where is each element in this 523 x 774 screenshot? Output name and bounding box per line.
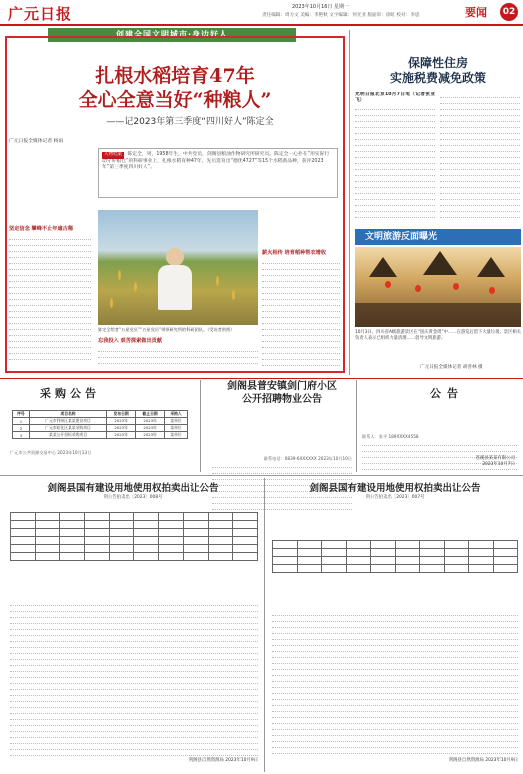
right-article-lead: 光明日报北京10月7日电（记者张亚飞） (355, 92, 435, 103)
photo-credit: 广元日报全媒体记者 胡善林 摄 (420, 365, 483, 370)
cell: 2023年 (107, 432, 136, 439)
lead-body-col-3 (262, 210, 340, 370)
cell: 2023年 (136, 418, 165, 425)
land-auction-body-left (10, 600, 258, 756)
page-number-badge: 02 (500, 3, 518, 21)
right-headline-line-1: 保障性住房 (407, 56, 468, 70)
announcement-contact: 联系人：张平 189XXXX4558 (362, 434, 419, 439)
procurement-footer: 广元市公共资源交易中心 2023年10月13日 (10, 450, 92, 455)
cell: 1 (13, 418, 30, 425)
recruit-title-line-2: 公开招聘物业公告 (242, 394, 322, 405)
body-text-line (98, 364, 258, 366)
right-article-col-2 (440, 92, 520, 220)
body-text-line (355, 218, 435, 220)
table-header-row (13, 411, 188, 418)
body-text-line (272, 748, 518, 754)
tourism-photo-caption: 10月3日，四川省A级旅游景区在“国庆黄金周”中……在游览后留下大量垃圾；景区相关负责人表示已组织力量清理……倡导文明旅游。 (355, 330, 521, 341)
body-text-line (440, 212, 520, 218)
cell: 3 (13, 432, 30, 439)
col-header: 截止日期 (136, 411, 165, 418)
land-auction-body-right (272, 610, 518, 756)
body-text-line (10, 750, 258, 756)
column-divider (200, 380, 201, 472)
land-sign-left: 剑阁县自然资源局 2023年10月9日 (188, 758, 258, 763)
headline-line-2: 全心全意当好“种粮人” (78, 89, 272, 111)
farmer-figure (152, 248, 198, 318)
cell: 某某公开招标采购项目 (29, 432, 106, 439)
land-auction-number-right: 剑公告拍卖出〔2023〕007号 (365, 495, 425, 500)
announcement-org: 苍溪县某某有限公司 (475, 456, 515, 461)
lead-photo-farmer-in-rice-field (98, 210, 258, 325)
land-sign-right: 剑阁县自然资源局 2023年10月9日 (448, 758, 518, 763)
col-header: 序号 (13, 411, 30, 418)
cell: 2023年 (136, 425, 165, 432)
procurement-title: 采购公告 (40, 387, 100, 400)
recruit-footer: 联系电话：0839-6XXXXXX 2023年10月10日 (263, 456, 352, 461)
byline: 广元日报全媒体记者 杨雨 (9, 139, 64, 144)
body-text-line (262, 366, 340, 370)
cell: 2 (13, 425, 30, 432)
lead-photo-caption: 陈定全给者“五星党员”“五星党员”带领研究所的科研团队。（受访者供图） (98, 327, 235, 332)
land-table-left (10, 512, 258, 561)
announcement-title: 公告 (430, 387, 464, 400)
section-divider (0, 378, 523, 379)
lead-body-col-1 (9, 156, 91, 364)
body-text-line (9, 360, 91, 364)
lead-body-col-2 (98, 336, 258, 366)
right-headline-line-2: 实施税费减免政策 (389, 71, 486, 85)
right-article-col-1 (355, 92, 435, 220)
newspaper-logo: 广元日报 (8, 5, 73, 23)
section-divider (0, 475, 523, 476)
subtitle-3: 薪火相传 培育稻种帮农增收 (262, 250, 327, 256)
editor-note-box (98, 148, 338, 198)
editors-line: 责任编辑：周方文 美编：李艳秋 文字编辑：何光亚 版面审：徐虹 校对：李思 (262, 13, 420, 18)
headline-line-1: 扎根水稻培育47年 (95, 65, 255, 87)
col-header: 项目名称 (29, 411, 106, 418)
column-divider (356, 380, 357, 472)
civilized-tourism-bar: 文明旅游反面曝光 (355, 229, 521, 245)
land-auction-title-right: 剑阁县国有建设用地使用权拍卖出让公告 (309, 483, 481, 494)
subtitle-1: 坚定信念 攀峰不止年逾古稀 (9, 226, 74, 232)
editor-note-tag: 人物档案 (104, 152, 122, 157)
cell: 2023年 (107, 425, 136, 432)
subtitle-2: 忘我投入 艰苦探索做出贡献 (98, 338, 163, 344)
cell: 2023年 (136, 432, 165, 439)
land-table-right (272, 540, 518, 573)
masthead (0, 0, 523, 26)
recruit-notice-title (212, 380, 352, 406)
column-banner: 创建全国文明城市·身边好人 (48, 28, 296, 42)
col-header: 发布日期 (107, 411, 136, 418)
cell: 某单位 (165, 432, 188, 439)
col-header: 采购人 (165, 411, 188, 418)
table-row (13, 425, 188, 432)
lead-subhead: ——记2023年第三季度“四川好人”陈定全 (106, 117, 274, 127)
cell: 2023年 (107, 418, 136, 425)
announcement-signature (430, 456, 515, 468)
land-auction-number-left: 剑公告拍卖出〔2023〕008号 (103, 495, 163, 500)
land-auction-title-left: 剑阁县国有建设用地使用权拍卖出让公告 (47, 483, 219, 494)
recruit-title-line-1: 剑阁县普安镇剑门府小区 (227, 381, 337, 392)
cell: 某单位 (165, 418, 188, 425)
table-row (13, 418, 188, 425)
cell: 某单位 (165, 425, 188, 432)
table-row (13, 432, 188, 439)
announcement-date: 2023年10月7日 (482, 462, 515, 467)
lead-headline (15, 64, 335, 112)
procurement-table (12, 410, 188, 439)
section-name: 要闻 (465, 6, 487, 19)
issue-line: 2023年10月16日 星期一 (292, 4, 350, 10)
body-text-line (212, 504, 352, 510)
column-divider (264, 478, 265, 772)
right-headline (355, 56, 521, 86)
tourism-photo (355, 247, 521, 327)
editor-note-text: 陈定全，男，1958年生，中共党员，剑阁县粮油作物研究所研究员。陈定全一心扑在“用实际行动守好粮仓”的科研事业上，扎根水稻育种47年，先后选育出“德优4727”等15个水稻新品种，获评2023年“第三季度四川好人”。 (102, 152, 330, 170)
column-divider (349, 30, 350, 375)
cell: 广元市利州区某某建设项目 (29, 418, 106, 425)
cell: 广元市昭化区某某采购项目 (29, 425, 106, 432)
